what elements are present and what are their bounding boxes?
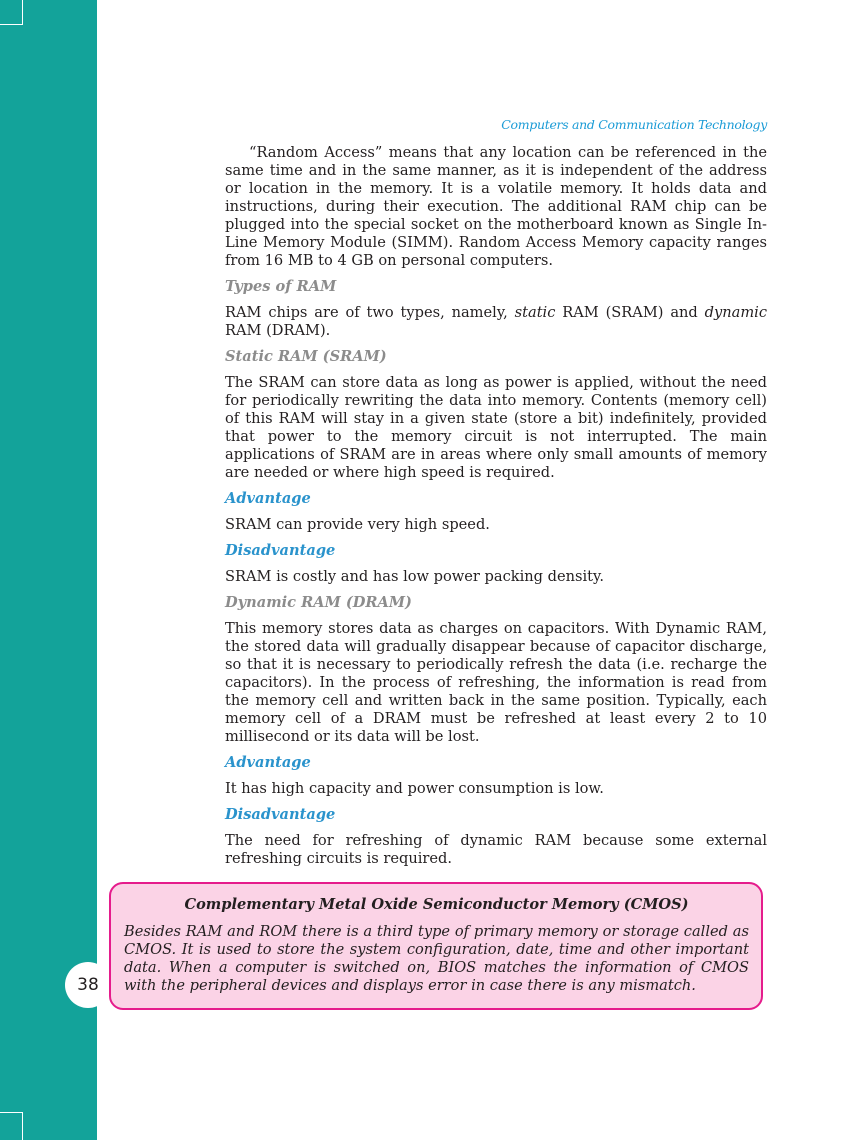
dram-heading: Dynamic RAM (DRAM) [225,594,412,611]
static-word: static [514,304,556,321]
dram-paragraph: This memory stores data as charges on capacitors. With Dynamic RAM, the stored data will gradually disappear because of capacitor discharge, so that it is necessary to periodically refresh the data (i.e. recharge the capacitors). In the process of refreshing, the information is read from the memory cell and written back in the same position. Typically, each memory cell of a DRAM must be refreshed at least every 2 to 10 millisecond or its data will be lost. [225,620,767,745]
dram-disadvantage-heading: Disadvantage [225,806,336,823]
main-text [225,144,767,868]
types-of-ram-heading: Types of RAM [225,278,337,295]
running-head: Computers and Communication Technology [501,117,767,132]
dynamic-word: dynamic [704,304,768,321]
types-text-part2: RAM (SRAM) and [555,304,705,321]
types-paragraph [225,304,767,340]
cmos-box-text: Besides RAM and ROM there is a third type of primary memory or storage called as CMOS. It is used to store the system configuration, date, time and other important data. When a computer is switched on, BIOS matches the information of CMOS with the peripheral devices and displays error in case there is any mismatch. [124,923,749,994]
types-text-part1: RAM chips are of two types, namely, [225,304,515,321]
dram-advantage-heading: Advantage [225,754,311,771]
cmos-box-title: Complementary Metal Oxide Semiconductor Memory (CMOS) [184,896,689,913]
crop-mark-top [0,0,23,25]
sram-heading: Static RAM (SRAM) [225,348,387,365]
sram-disadvantage-heading: Disadvantage [225,542,336,559]
dram-disadvantage-text: The need for refreshing of dynamic RAM because some external refreshing circuits is required. [225,832,767,867]
sram-disadvantage-text: SRAM is costly and has low power packing density. [225,568,604,585]
sram-paragraph: The SRAM can store data as long as power is applied, without the need for periodically rewriting the data into memory. Contents (memory cell) of this RAM will stay in a given state (store a bit) indefinitely, provided that power to the memory circuit is not interrupted. The main applications of SRAM are in areas where only small amounts of memory are needed or where high speed is required. [225,374,767,481]
crop-mark-bottom [0,1112,23,1143]
sram-advantage-heading: Advantage [225,490,311,507]
dram-advantage-text: It has high capacity and power consumption is low. [225,780,604,797]
sram-advantage-text: SRAM can provide very high speed. [225,516,490,533]
cmos-callout-box [109,882,763,1010]
types-text-part3: RAM (DRAM). [225,322,331,339]
page-number: 38 [65,962,111,1008]
intro-paragraph: “Random Access” means that any location can be referenced in the same time and in the same manner, as it is independent of the address or location in the memory. It is a volatile memory. It holds data and instructions, during their execution. The additional RAM chip can be plugged into the special socket on the motherboard known as Single In-Line Memory Module (SIMM). Random Access Memory capacity ranges from 16 MB to 4 GB on personal computers. [225,144,767,269]
